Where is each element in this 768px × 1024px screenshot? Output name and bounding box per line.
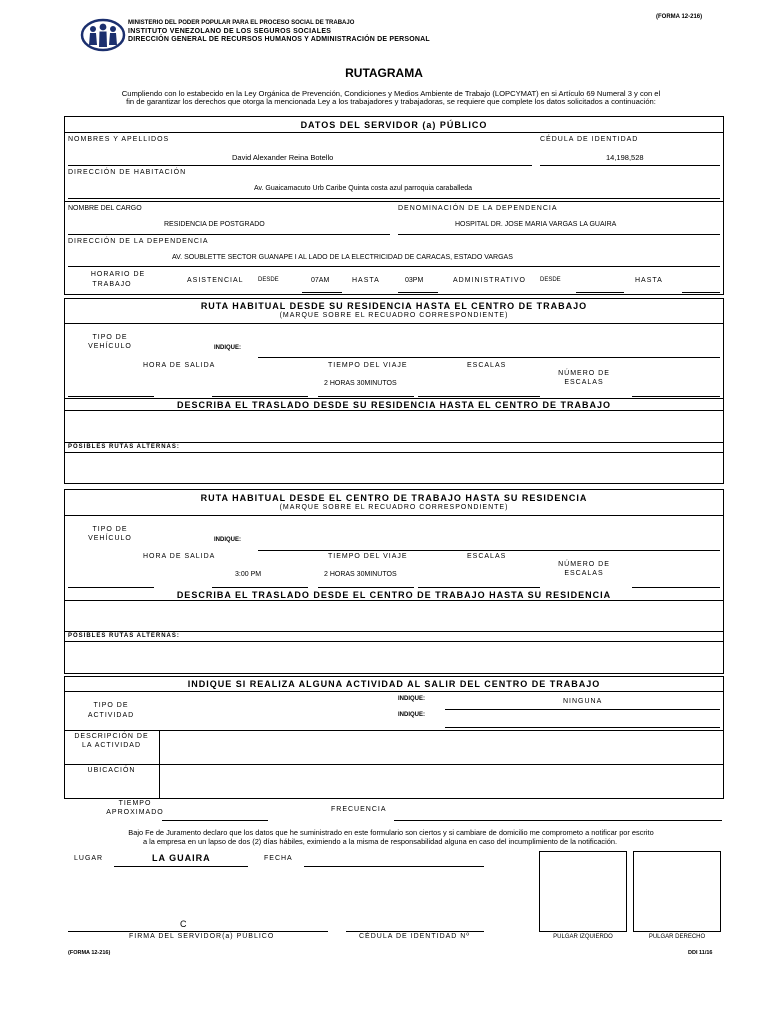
intro-line-2: fin de garantizar los derechos que otorga la mencionada Ley a los trabajadores y trabajadoras, se requiere que complete los datos solicitados a continuación: bbox=[126, 97, 656, 106]
pulgar-derecho-box[interactable] bbox=[633, 851, 721, 932]
cedula-firma-field[interactable] bbox=[346, 931, 484, 932]
ubicacion-label: UBICACIÓN bbox=[87, 767, 136, 774]
servidor-section-title: DATOS DEL SERVIDOR (a) PÚBLICO bbox=[300, 120, 488, 130]
vuelta-tiempo-viaje-label: TIEMPO DEL VIAJE bbox=[328, 553, 408, 560]
ida-indique-label: INDIQUE: bbox=[214, 345, 241, 351]
actividad-indique2-label: INDIQUE: bbox=[398, 712, 425, 718]
vuelta-describa-title: DESCRIBA EL TRASLADO DESDE EL CENTRO DE TRABAJO HASTA SU RESIDENCIA bbox=[176, 590, 612, 600]
tiempo-field[interactable] bbox=[162, 820, 268, 821]
intro-line-1: Cumpliendo con lo estabecido en la Ley Orgánica de Prevención, Condiciones y Medios Ambiente de Trabajo (LOPCYMAT) en si Artículo 69 Numeral 3 y con el bbox=[121, 89, 661, 98]
pulgar-izquierdo-box[interactable] bbox=[539, 851, 627, 932]
pulgar-izquierdo-label: PULGAR IZQUIERDO bbox=[553, 934, 613, 940]
vuelta-posibles-label: POSIBLES RUTAS ALTERNAS: bbox=[68, 633, 180, 639]
ruta-vuelta-subtitle: (MARQUE SOBRE EL RECUADRO CORRESPONDIENTE) bbox=[279, 504, 509, 511]
ruta-ida-subtitle: (MARQUE SOBRE EL RECUADRO CORRESPONDIENTE) bbox=[279, 312, 509, 319]
page-title: RUTAGRAMA bbox=[345, 66, 423, 80]
ida-tipo-vehiculo-2: VEHÍCULO bbox=[88, 343, 132, 350]
vuelta-describa-area[interactable] bbox=[65, 601, 723, 630]
descripcion-area[interactable] bbox=[160, 731, 723, 763]
desde-label: DESDE bbox=[258, 277, 279, 283]
cedula-label: CÉDULA DE IDENTIDAD bbox=[540, 136, 639, 143]
ruta-ida-title: RUTA HABITUAL DESDE SU RESIDENCIA HASTA EL CENTRO DE TRABAJO bbox=[200, 301, 588, 311]
vuelta-numero-escalas-1: NÚMERO DE bbox=[558, 561, 610, 568]
ministry-name: MINISTERIO DEL PODER POPULAR PARA EL PROCESO SOCIAL DE TRABAJO bbox=[128, 20, 355, 26]
cedula-firma-label: CÉDULA DE IDENTIDAD Nº bbox=[359, 933, 470, 940]
forma-code-top: (FORMA 12-216) bbox=[656, 14, 703, 20]
direccion-hab-label: DIRECCIÓN DE HABITACIÓN bbox=[68, 169, 187, 176]
vuelta-tipo-vehiculo-2: VEHÍCULO bbox=[88, 535, 132, 542]
ida-numero-escalas-1: NÚMERO DE bbox=[558, 370, 610, 377]
lugar-value[interactable]: LA GUAIRA bbox=[152, 853, 211, 863]
firma-mark: C bbox=[180, 919, 187, 929]
vuelta-hora-salida-label: HORA DE SALIDA bbox=[143, 553, 216, 560]
vuelta-posibles-area[interactable] bbox=[65, 642, 723, 673]
dependencia-label: DENOMINACIÓN DE LA DEPENDENCIA bbox=[398, 205, 558, 212]
vuelta-tiempo-viaje-value[interactable]: 2 HORAS 30MINUTOS bbox=[324, 571, 397, 578]
juramento-line-2: a la empresa en un lapso de dos (2) días hábiles, eximiendo a la misma de responsabilidad alguna en caso del incumplimiento de la notificación. bbox=[142, 837, 618, 846]
lugar-label: LUGAR bbox=[74, 855, 104, 862]
tiempo-label-1: TIEMPO bbox=[118, 800, 152, 807]
frecuencia-label: FRECUENCIA bbox=[331, 806, 387, 813]
vuelta-escalas-label: ESCALAS bbox=[467, 553, 507, 560]
direccion-dep-label: DIRECCIÓN DE LA DEPENDENCIA bbox=[68, 238, 209, 245]
hasta2-label: HASTA bbox=[635, 277, 663, 284]
tiempo-label-2: APROXIMADO bbox=[106, 809, 164, 816]
nombres-value[interactable]: David Alexander Reina Botello bbox=[232, 153, 334, 162]
asistencial-label: ASISTENCIAL bbox=[187, 277, 244, 284]
ida-indique-field[interactable] bbox=[258, 357, 720, 358]
ida-numero-escalas-2: ESCALAS bbox=[564, 379, 604, 386]
administrativo-label: ADMINISTRATIVO bbox=[453, 277, 526, 284]
fecha-field[interactable] bbox=[304, 866, 484, 867]
hasta-value[interactable]: 03PM bbox=[405, 277, 424, 284]
desde2-label: DESDE bbox=[540, 277, 561, 283]
descripcion-label-1: DESCRIPCIÓN DE bbox=[74, 733, 149, 740]
cedula-value[interactable]: 14,198,528 bbox=[606, 153, 644, 162]
descripcion-label-2: LA ACTIVIDAD bbox=[81, 742, 142, 749]
firma-field[interactable] bbox=[68, 931, 328, 932]
vuelta-tipo-vehiculo-1: TIPO DE bbox=[92, 526, 128, 533]
horario-label-1: HORARIO DE bbox=[90, 271, 146, 278]
ida-describa-area[interactable] bbox=[65, 411, 723, 441]
actividad-tipo-1: TIPO DE bbox=[93, 702, 129, 709]
ruta-vuelta-title: RUTA HABITUAL DESDE EL CENTRO DE TRABAJO HASTA SU RESIDENCIA bbox=[200, 493, 588, 503]
vuelta-hora-salida-value[interactable]: 3:00 PM bbox=[235, 571, 262, 578]
vuelta-indique-field[interactable] bbox=[258, 550, 720, 551]
hasta-label: HASTA bbox=[352, 277, 380, 284]
direccion-hab-value[interactable]: Av. Guaicamacuto Urb Caribe Quinta costa azul parroquia caraballeda bbox=[254, 185, 473, 192]
vuelta-numero-escalas-2: ESCALAS bbox=[564, 570, 604, 577]
actividad-indique1-label: INDIQUE: bbox=[398, 696, 425, 702]
juramento-line-1: Bajo Fe de Juramento declaro que los datos que he suministrado en este formulario son ciertos y si cambiare de domicilio me comprometo a notificar por escrito bbox=[128, 828, 654, 837]
desde-value[interactable]: 07AM bbox=[311, 277, 330, 284]
ida-tiempo-viaje-value[interactable]: 2 HORAS 30MINUTOS bbox=[324, 380, 397, 387]
direction-name: DIRECCIÓN GENERAL DE RECURSOS HUMANOS Y ADMINISTRACIÓN DE PERSONAL bbox=[128, 36, 430, 43]
ida-tiempo-viaje-label: TIEMPO DEL VIAJE bbox=[328, 362, 408, 369]
dependencia-value[interactable]: HOSPITAL DR. JOSE MARIA VARGAS LA GUAIRA bbox=[455, 221, 617, 228]
actividad-indique1-value[interactable]: NINGUNA bbox=[563, 698, 603, 705]
ida-describa-title: DESCRIBA EL TRASLADO DESDE SU RESIDENCIA HASTA EL CENTRO DE TRABAJO bbox=[176, 400, 612, 410]
nombres-label: NOMBRES Y APELLIDOS bbox=[68, 136, 170, 143]
ida-hora-salida-label: HORA DE SALIDA bbox=[143, 362, 216, 369]
horario-label-2: TRABAJO bbox=[92, 281, 132, 288]
actividad-tipo-2: ACTIVIDAD bbox=[87, 712, 135, 719]
direccion-dep-value[interactable]: AV. SOUBLETTE SECTOR GUANAPE I AL LADO DE LA ELECTRICIDAD DE CARACAS, ESTADO VARGAS bbox=[172, 254, 513, 261]
cargo-value[interactable]: RESIDENCIA DE POSTGRADO bbox=[164, 221, 265, 228]
ida-tipo-vehiculo-1: TIPO DE bbox=[92, 334, 128, 341]
ida-escalas-label: ESCALAS bbox=[467, 362, 507, 369]
footer-forma-code: (FORMA 12-216) bbox=[68, 950, 111, 956]
institute-name: INSTITUTO VENEZOLANO DE LOS SEGUROS SOCIALES bbox=[128, 28, 332, 35]
ubicacion-area[interactable] bbox=[160, 765, 723, 798]
cargo-label: NOMBRE DEL CARGO bbox=[68, 205, 142, 212]
frecuencia-field[interactable] bbox=[394, 820, 722, 821]
firma-label: FIRMA DEL SERVIDOR(a) PÚBLICO bbox=[129, 933, 275, 940]
footer-ddi-code: DDI 11/16 bbox=[688, 950, 713, 956]
pulgar-derecho-label: PULGAR DERECHO bbox=[648, 934, 706, 940]
ivss-logo bbox=[80, 18, 126, 52]
ida-posibles-label: POSIBLES RUTAS ALTERNAS: bbox=[68, 444, 180, 450]
actividad-title: INDIQUE SI REALIZA ALGUNA ACTIVIDAD AL SALIR DEL CENTRO DE TRABAJO bbox=[187, 679, 601, 689]
vuelta-indique-label: INDIQUE: bbox=[214, 537, 241, 543]
fecha-label: FECHA bbox=[264, 855, 293, 862]
actividad-indique2-field[interactable] bbox=[445, 727, 720, 728]
ida-posibles-area[interactable] bbox=[65, 453, 723, 483]
